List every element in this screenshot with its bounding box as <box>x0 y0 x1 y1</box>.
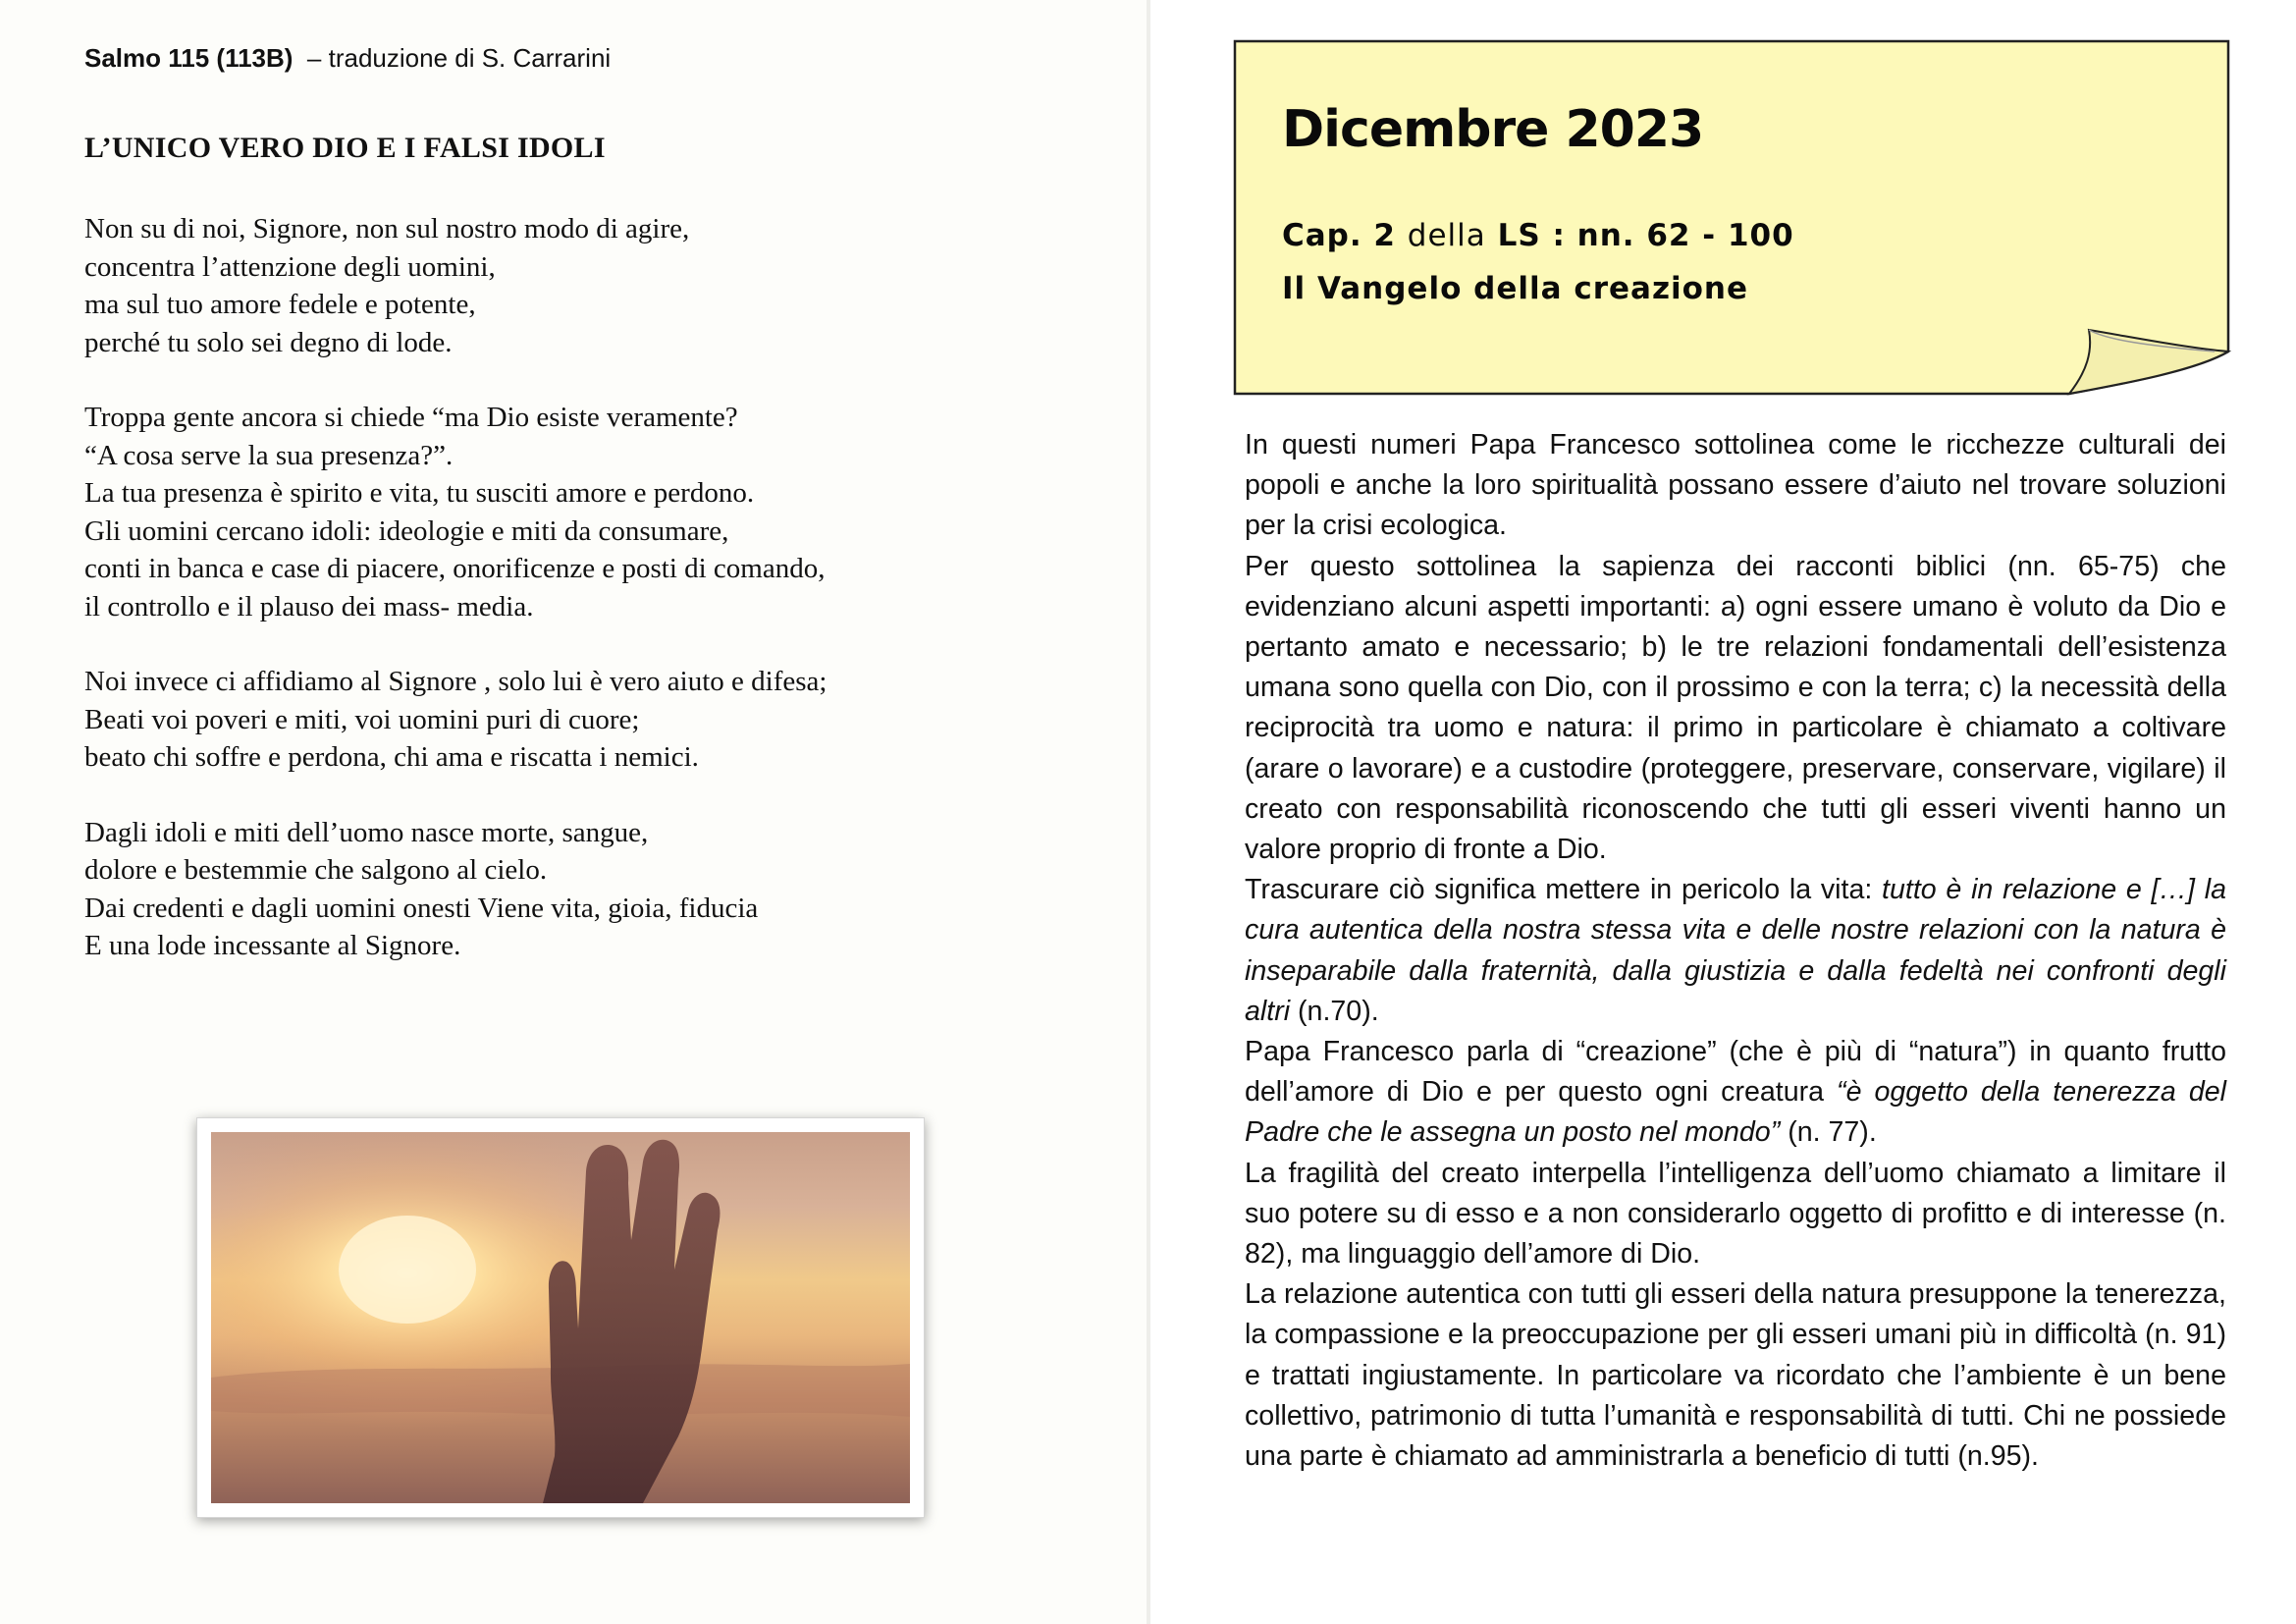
photo-frame <box>196 1117 925 1518</box>
paragraph-text: (n.70). <box>1290 995 1379 1027</box>
psalm-translator: – traduzione di S. Carrarini <box>306 43 612 73</box>
psalm-title: L’UNICO VERO DIO E I FALSI IDOLI <box>84 132 606 164</box>
verse-line: Non su di noi, Signore, non sul nostro modo di agire, <box>84 213 690 244</box>
verse-line: perché tu solo sei degno di lode. <box>84 326 453 358</box>
paragraph: Per questo sottolinea la sapienza dei racconti biblici (nn. 65-75) che evidenziano alcuni aspetti importanti: a) ogni essere umano è voluto da Dio e pertanto amato e necessario; b) le tre relazioni fondamentali dell’esistenza umana sono quella con Dio, con il prossimo e con la terra; c) la necessità della reciprocità tra uomo e natura: il primo in particolare è chiamato a coltivare (arare o lavorare) e a custodire (proteggere, preservare, conservare, vigilare) il creato con responsabilità riconoscendo che tutti gli esseri viventi hanno un valore proprio di fronte a Dio. <box>1245 550 2226 866</box>
chapter-range: LS : nn. 62 - 100 <box>1497 218 1794 253</box>
note-chapter <box>1282 218 1794 253</box>
verse-line: dolore e bestemmie che salgono al cielo. <box>84 854 548 886</box>
psalm-number: Salmo 115 (113B) <box>84 43 294 73</box>
verse-line: ma sul tuo amore fedele e potente, <box>84 289 476 320</box>
paragraph-text: (n. 77). <box>1780 1116 1877 1149</box>
paragraph: La relazione autentica con tutti gli esseri della natura presuppone la tenerezza, la compassione e la preoccupazione per gli esseri umani più in difficoltà (n. 91) e trattati ingiustamente. In particolare va ricordato che l’ambiente è un bene collettivo, patrimonio di tutta l’umanità e responsabilità di tutti. Chi ne possiede una parte è chiamato ad amministrarla a beneficio di tutti (n.95). <box>1245 1278 2226 1473</box>
sun <box>339 1216 476 1324</box>
paragraph: In questi numeri Papa Francesco sottolinea come le ricchezze culturali dei popoli e anche la loro spiritualità possano essere d’aiuto nel trovare soluzioni per la crisi ecologica. <box>1245 429 2226 542</box>
quote-italic: tutto è in relazione e […] la cura autentica della nostra stessa vita e delle nostre relazioni con la natura è inseparabile dalla fraternità, dalla giustizia e dalla fedeltà nei confronti degli altri <box>1245 874 2227 1027</box>
stanza-3 <box>84 663 1125 777</box>
chapter-number: Cap. 2 <box>1282 218 1396 253</box>
psalm-text <box>84 210 1125 1002</box>
verse-line: Noi invece ci affidiamo al Signore , solo lui è vero aiuto e difesa; <box>84 666 828 697</box>
verse-line: conti in banca e case di piacere, onorificenze e posti di comando, <box>84 553 826 584</box>
quote-italic: “è oggetto della tenerezza del Padre che le assegna un posto nel mondo” <box>1245 1076 2226 1149</box>
verse-line: beato chi soffre e perdona, chi ama e riscatta i nemici. <box>84 741 699 773</box>
verse-line: Dagli idoli e miti dell’uomo nasce morte, sangue, <box>84 816 649 848</box>
photo-illustration <box>211 1132 910 1503</box>
stanza-2 <box>84 399 1125 625</box>
stanza-4 <box>84 814 1125 965</box>
note-subtitle: Il Vangelo della creazione <box>1282 271 1749 306</box>
verse-line: E una lode incessante al Signore. <box>84 930 461 961</box>
verse-line: La tua presenza è spirito e vita, tu susciti amore e perdono. <box>84 477 755 509</box>
paragraph: La fragilità del creato interpella l’intelligenza dell’uomo chiamato a limitare il suo potere su di esso e a non considerarlo oggetto di profitto e di interesse (n. 82), ma linguaggio dell’amore di Dio. <box>1245 1157 2226 1271</box>
paragraph <box>1245 1032 2226 1154</box>
left-page <box>0 0 1147 1624</box>
sticky-note <box>1233 39 2232 396</box>
stanza-1 <box>84 210 1125 361</box>
psalm-reference <box>84 43 611 74</box>
paragraph <box>1245 870 2226 1032</box>
sunset-praying-hand-photo <box>211 1132 910 1503</box>
verse-line: Beati voi poveri e miti, voi uomini puri di cuore; <box>84 703 640 735</box>
paragraph-text: Trascurare ciò significa mettere in pericolo la vita: <box>1245 874 1883 906</box>
verse-line: il controllo e il plauso dei mass- media. <box>84 590 534 623</box>
right-page <box>1150 0 2296 1624</box>
note-month: Dicembre 2023 <box>1282 100 1704 159</box>
paragraph-text: Papa Francesco parla di “creazione” (che è più di “natura”) in quanto frutto dell’amore di Dio e per questo ogni creatura <box>1245 1036 2226 1109</box>
verse-line: Gli uomini cercano idoli: ideologie e miti da consumare, <box>84 514 729 547</box>
verse-line: Dai credenti e dagli uomini onesti Viene vita, gioia, fiducia <box>84 892 759 924</box>
chapter-della: della <box>1407 218 1486 253</box>
verse-line: “A cosa serve la sua presenza?”. <box>84 439 454 471</box>
verse-line: Troppa gente ancora si chiede “ma Dio esiste veramente? <box>84 402 738 433</box>
verse-line: concentra l’attenzione degli uomini, <box>84 250 496 283</box>
article-body <box>1245 425 2226 1477</box>
